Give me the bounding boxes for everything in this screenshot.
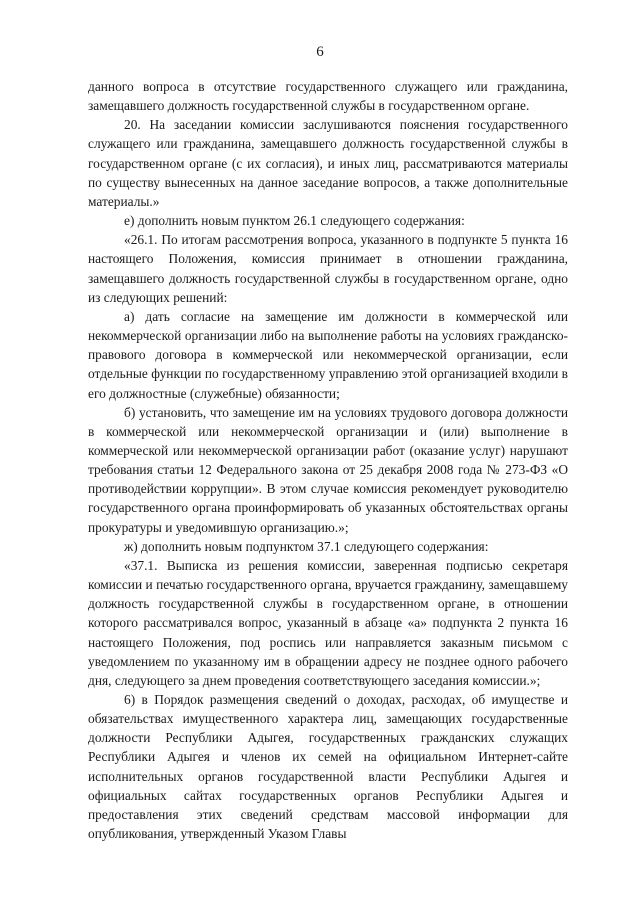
- page-number: 6: [316, 44, 324, 60]
- document-body: [88, 77, 568, 843]
- paragraph-amendment-e: е) дополнить новым пунктом 26.1 следующего содержания:: [124, 213, 465, 229]
- paragraph-continuation: данного вопроса в отсутствие государственного служащего или гражданина, замещавшего должность государственной службы в государственном органе.: [88, 79, 568, 114]
- paragraph-item-26-1: «26.1. По итогам рассмотрения вопроса, указанного в подпункте 5 пункта 16 настоящего Положения, комиссия принимает в отношении гражданина, замещавшего должность государственной службы в государственном органе, одно из следующих решений:: [88, 232, 568, 305]
- paragraph-item-37-1: «37.1. Выписка из решения комиссии, заверенная подписью секретаря комиссии и печатью государственного органа, вручается гражданину, замещавшему должность государственной службы в государственном органе, в отношении которого рассматривался вопрос, указанный в абзаце «а» подпункта 2 пункта 16 настоящего Положения, под роспись или направляется заказным письмом с уведомлением по указанному им в обращении адресу не позднее одного рабочего дня, следующего за днем проведения соответствующего заседания комиссии.»;: [88, 557, 568, 688]
- paragraph-item-20: 20. На заседании комиссии заслушиваются пояснения государственного служащего или гражданина, замещавшего должность государственной службы в государственном органе (с их согласия), и иных лиц, рассматриваются материалы по существу вынесенных на данное заседание вопросов, а также дополнительные материалы.»: [88, 117, 568, 209]
- paragraph-item-6: 6) в Порядок размещения сведений о доходах, расходах, об имуществе и обязательствах имущественного характера лиц, замещающих государственные должности Республики Адыгея, государственных гражданских служащих Республики Адыгея и членов их семей на официальном Интернет-сайте исполнительных органов государственной власти Республики Адыгея и официальных сайтах государственных органов Республики Адыгея и предоставления этих сведений средствам массовой информации для опубликования, утвержденный Указом Главы: [88, 692, 568, 842]
- paragraph-subitem-b: б) установить, что замещение им на условиях трудового договора должности в коммерческой или некоммерческой организации и (или) выполнение в коммерческой или некоммерческой организации работ (оказание услуг) нарушают требования статьи 12 Федерального закона от 25 декабря 2008 года № 273-ФЗ «О противодействии коррупции». В этом случае комиссия рекомендует руководителю государственного органа проинформировать об указанных обстоятельствах органы прокуратуры и уведомившую организацию.»;: [88, 404, 568, 535]
- paragraph-amendment-zh: ж) дополнить новым подпунктом 37.1 следующего содержания:: [124, 538, 489, 554]
- paragraph-subitem-a: а) дать согласие на замещение им должности в коммерческой или некоммерческой организации либо на выполнение работы на условиях гражданско-правового договора в коммерческой или некоммерческой организации, если отдельные функции по государственному управлению этой организацией входили в его должностные (служебные) обязанности;: [88, 308, 568, 401]
